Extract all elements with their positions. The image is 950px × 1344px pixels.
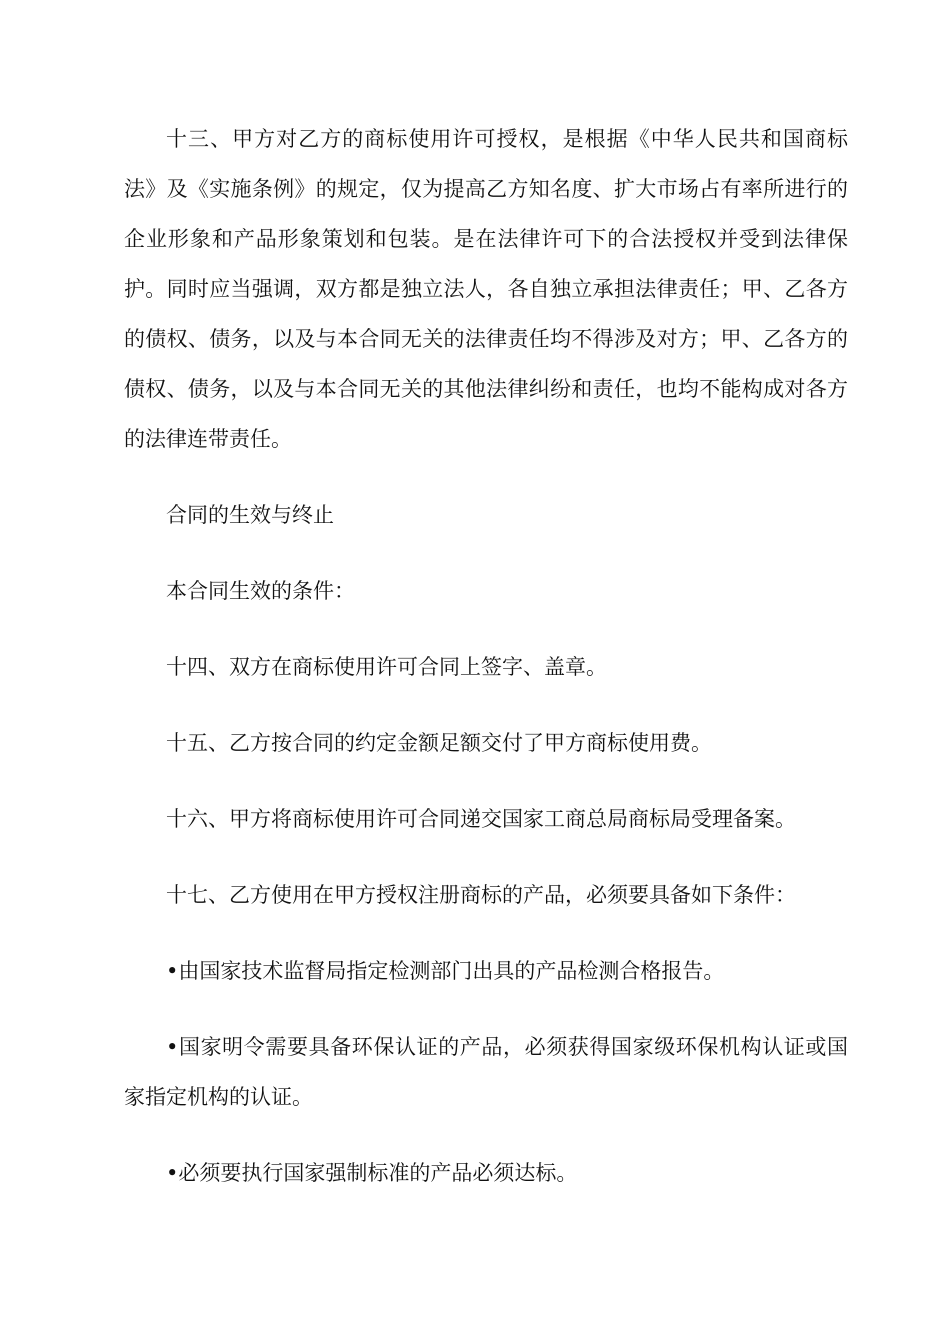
bullet-environmental-certification: •国家明令需要具备环保认证的产品，必须获得国家级环保机构认证或国家指定机构的认证。: [124, 1035, 848, 1109]
document-page: [124, 114, 848, 1198]
clause-16-paragraph: 十六、甲方将商标使用许可合同递交国家工商总局商标局受理备案。: [166, 807, 796, 831]
bullet-mandatory-standard: •必须要执行国家强制标准的产品必须达标。: [166, 1161, 578, 1185]
clause-14-paragraph: 十四、双方在商标使用许可合同上签字、盖章。: [166, 655, 607, 679]
clause-15-paragraph: 十五、乙方按合同的约定金额足额交付了甲方商标使用费。: [166, 731, 712, 755]
section-heading-effect-termination: 合同的生效与终止: [166, 503, 334, 527]
clause-13-paragraph: 十三、甲方对乙方的商标使用许可授权，是根据《中华人民共和国商标法》及《实施条例》的规定，仅为提高乙方知名度、扩大市场占有率所进行的企业形象和产品形象策划和包装。是在法律许可下的合法授权并受到法律保护。同时应当强调，双方都是独立法人，各自独立承担法律责任；甲、乙各方的债权、债务，以及与本合同无关的法律责任均不得涉及对方；甲、乙各方的债权、债务，以及与本合同无关的其他法律纠纷和责任，也均不能构成对各方的法律连带责任。: [124, 127, 848, 451]
bullet-inspection-report: •由国家技术监督局指定检测部门出具的产品检测合格报告。: [166, 959, 725, 983]
effect-conditions-label: 本合同生效的条件：: [166, 579, 355, 603]
clause-17-paragraph: 十七、乙方使用在甲方授权注册商标的产品，必须要具备如下条件：: [166, 883, 796, 907]
